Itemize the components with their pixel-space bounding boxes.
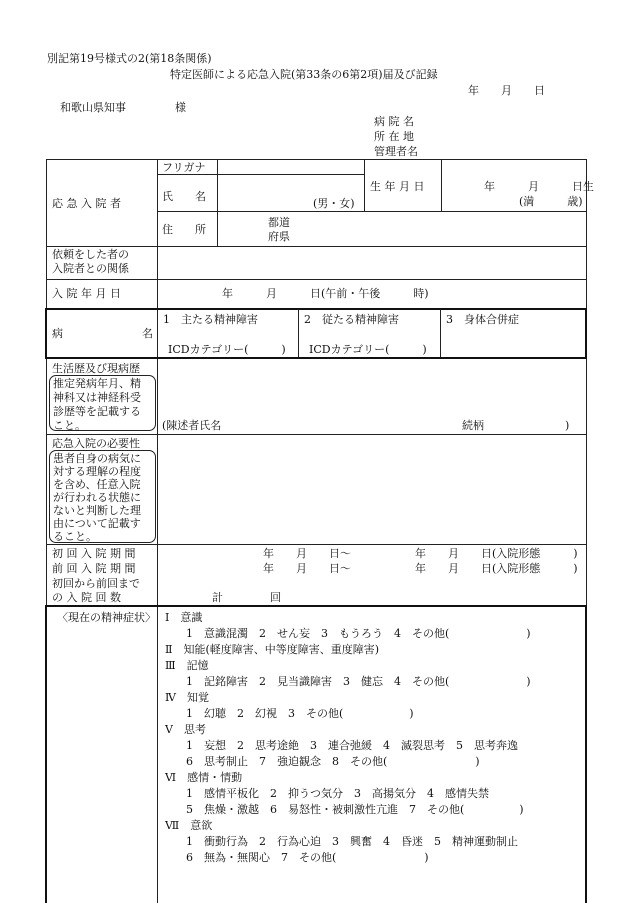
prefecture-label-top: 都道 (268, 216, 290, 229)
admin-name-label: 管理者名 (374, 145, 418, 158)
history-note-line: 推定発病年月、精 (53, 377, 141, 390)
physical-complication-label: 3 身体合併症 (446, 313, 519, 326)
admission-date-label: 入 院 年 月 日 (52, 287, 121, 300)
symptom-options: 6 無為・無関心 7 その他( ) (186, 851, 429, 864)
first-admission-label: 初 回 入 院 期 間 (52, 547, 136, 560)
necessity-note-line: 由について記載す (53, 517, 141, 530)
symptom-category: Ⅵ 感情・情動 (165, 771, 243, 784)
admission-count-label-line2: の 入 院 回 数 (52, 591, 121, 604)
symptom-options: 1 意識混濁 2 せん妄 3 もうろう 4 その他( ) (186, 627, 531, 640)
hospital-name-label: 病 院 名 (374, 115, 414, 128)
symptom-options: 1 妄想 2 思考途絶 3 連合弛緩 4 滅裂思考 5 思考奔逸 (186, 739, 518, 752)
symptom-options: 1 記銘障害 2 見当識障害 3 健忘 4 その他( ) (186, 675, 531, 688)
admission-date-value: 年 月 日(午前・午後 時) (222, 287, 429, 300)
history-note-line: こと。 (53, 419, 86, 432)
history-label: 生活歴及び現病歴 (52, 362, 140, 375)
history-note-line: 神科又は神経科受 (53, 391, 141, 404)
necessity-note-line: 対する理解の程度 (53, 465, 141, 478)
informant-name-label: (陳述者氏名 (162, 419, 222, 432)
furigana-label: フリガナ (162, 161, 206, 174)
necessity-note-line: ること。 (53, 530, 97, 543)
symptom-category: Ⅱ 知能(軽度障害、中等度障害、重度障害) (165, 643, 380, 656)
symptom-category: Ⅴ 思考 (165, 723, 206, 736)
honorific: 様 (175, 101, 186, 114)
form-title: 特定医師による応急入院(第33条の6第2項)届及び記録 (170, 68, 438, 81)
date-line: 年 月 日 (468, 84, 545, 97)
previous-admission-to: 年 月 日(入院形態 ) (415, 562, 578, 575)
secondary-disorder-label: 2 従たる精神障害 (304, 313, 399, 326)
sex-choice: (男・女) (313, 197, 355, 210)
requester-label-line2: 入院者との関係 (52, 262, 129, 275)
symptom-options: 1 感情平板化 2 抑うつ気分 3 高揚気分 4 感情失禁 (186, 787, 489, 800)
necessity-note-line: を含め、任意入院 (53, 478, 141, 491)
requester-label-line1: 依頼をした者の (52, 248, 129, 261)
patient-address-label: 住 所 (162, 223, 206, 236)
necessity-label: 応急入院の必要性 (52, 437, 140, 450)
symptom-options: 6 思考制止 7 強迫観念 8 その他( ) (186, 755, 480, 768)
necessity-note-line: 患者自身の病気に (53, 452, 141, 465)
diagnosis-label-left: 病 (52, 327, 63, 340)
birth-date-value: 年 月 日生 (484, 180, 594, 193)
icd-category-secondary: ICDカテゴリー( ) (309, 343, 427, 356)
symptom-category: Ⅰ 意識 (165, 611, 203, 624)
necessity-note-line: ないと判断した理 (53, 504, 141, 517)
form-number: 別記第19号様式の2(第18条関係) (47, 52, 212, 65)
admission-count-total: 計 (212, 591, 223, 604)
symptom-category: Ⅳ 知覚 (165, 691, 209, 704)
first-admission-to: 年 月 日(入院形態 ) (415, 547, 578, 560)
admission-count-unit: 回 (270, 591, 281, 604)
birth-date-label: 生 年 月 日 (370, 180, 425, 193)
current-symptoms-label: 〈現在の精神症状〉 (57, 611, 156, 624)
icd-category-primary: ICDカテゴリー( ) (168, 343, 286, 356)
previous-admission-label: 前 回 入 院 期 間 (52, 562, 136, 575)
symptom-options: 1 衝動行為 2 行為心迫 3 興奮 4 昏迷 5 精神運動制止 (186, 835, 518, 848)
previous-admission-from: 年 月 日～ (263, 562, 351, 575)
first-admission-from: 年 月 日～ (263, 547, 351, 560)
symptom-category: Ⅲ 記憶 (165, 659, 209, 672)
age-value: (満 歳) (519, 195, 583, 208)
relation-label: 続柄 (462, 419, 484, 432)
symptom-category: Ⅶ 意欲 (165, 819, 213, 832)
prefecture-label-bottom: 府県 (268, 230, 290, 243)
diagnosis-label-right: 名 (142, 327, 153, 340)
addressee: 和歌山県知事 (60, 101, 126, 114)
admission-count-label-line1: 初回から前回まで (52, 577, 140, 590)
primary-disorder-label: 1 主たる精神障害 (163, 313, 258, 326)
patient-name-label: 氏 名 (162, 190, 206, 203)
necessity-note-line: が行われる状態に (53, 491, 141, 504)
relation-close: ) (565, 419, 570, 432)
symptom-options: 1 幻聴 2 幻視 3 その他( ) (186, 707, 414, 720)
history-note-line: 診歴等を記載する (53, 405, 141, 418)
hospital-address-label: 所 在 地 (374, 130, 414, 143)
patient-section-label: 応 急 入 院 者 (52, 197, 121, 210)
symptom-options: 5 焦燥・激越 6 易怒性・被刺激性亢進 7 その他( ) (186, 803, 524, 816)
